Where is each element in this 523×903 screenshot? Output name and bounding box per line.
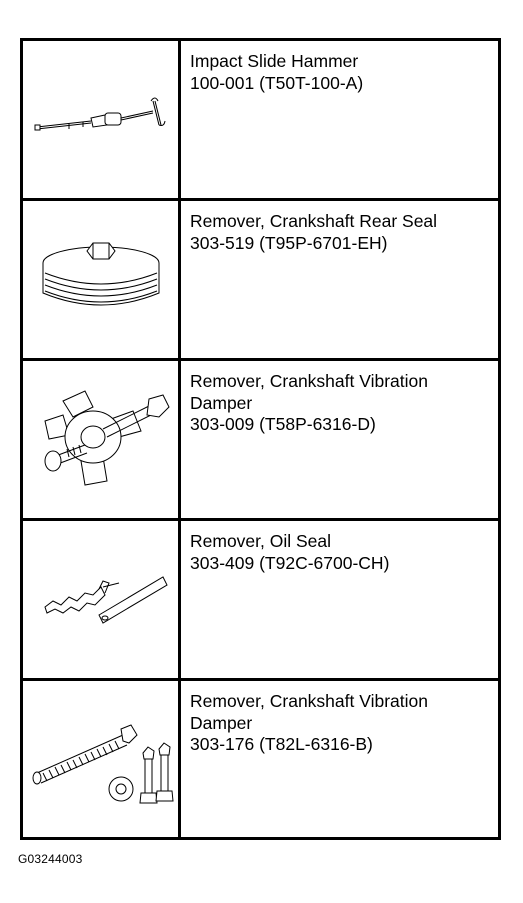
tool-number: 303-176 (T82L-6316-B) bbox=[190, 734, 373, 754]
tool-name: Remover, Oil Seal bbox=[190, 531, 332, 551]
tool-number: 303-009 (T58P-6316-D) bbox=[190, 414, 376, 434]
tool-name: Impact Slide Hammer bbox=[190, 51, 359, 71]
tool-number: 100-001 (T50T-100-A) bbox=[190, 72, 364, 93]
tool-description bbox=[190, 371, 490, 436]
tool-description bbox=[190, 531, 490, 574]
tool-name: Remover, Crankshaft Vibration Damper bbox=[190, 371, 428, 413]
slide-hammer-icon bbox=[23, 41, 181, 198]
tool-description bbox=[190, 51, 490, 94]
oil-seal-remover-icon bbox=[23, 521, 181, 678]
tool-row bbox=[23, 521, 498, 681]
tool-number: 303-519 (T95P-6701-EH) bbox=[190, 232, 388, 253]
tool-description bbox=[190, 211, 490, 254]
vibration-damper-remover-icon bbox=[23, 361, 181, 518]
tool-row bbox=[23, 361, 498, 521]
tool-description bbox=[190, 691, 490, 756]
tool-name: Remover, Crankshaft Vibration Damper bbox=[190, 691, 428, 733]
special-tools-table bbox=[20, 38, 501, 840]
figure-id: G03244003 bbox=[18, 852, 83, 866]
tool-row bbox=[23, 681, 498, 838]
tool-name: Remover, Crankshaft Rear Seal bbox=[190, 211, 438, 231]
tool-row bbox=[23, 41, 498, 201]
damper-remover-bolts-icon bbox=[23, 681, 181, 838]
rear-seal-remover-icon bbox=[23, 201, 181, 358]
tool-number: 303-409 (T92C-6700-CH) bbox=[190, 552, 390, 573]
tool-row bbox=[23, 201, 498, 361]
